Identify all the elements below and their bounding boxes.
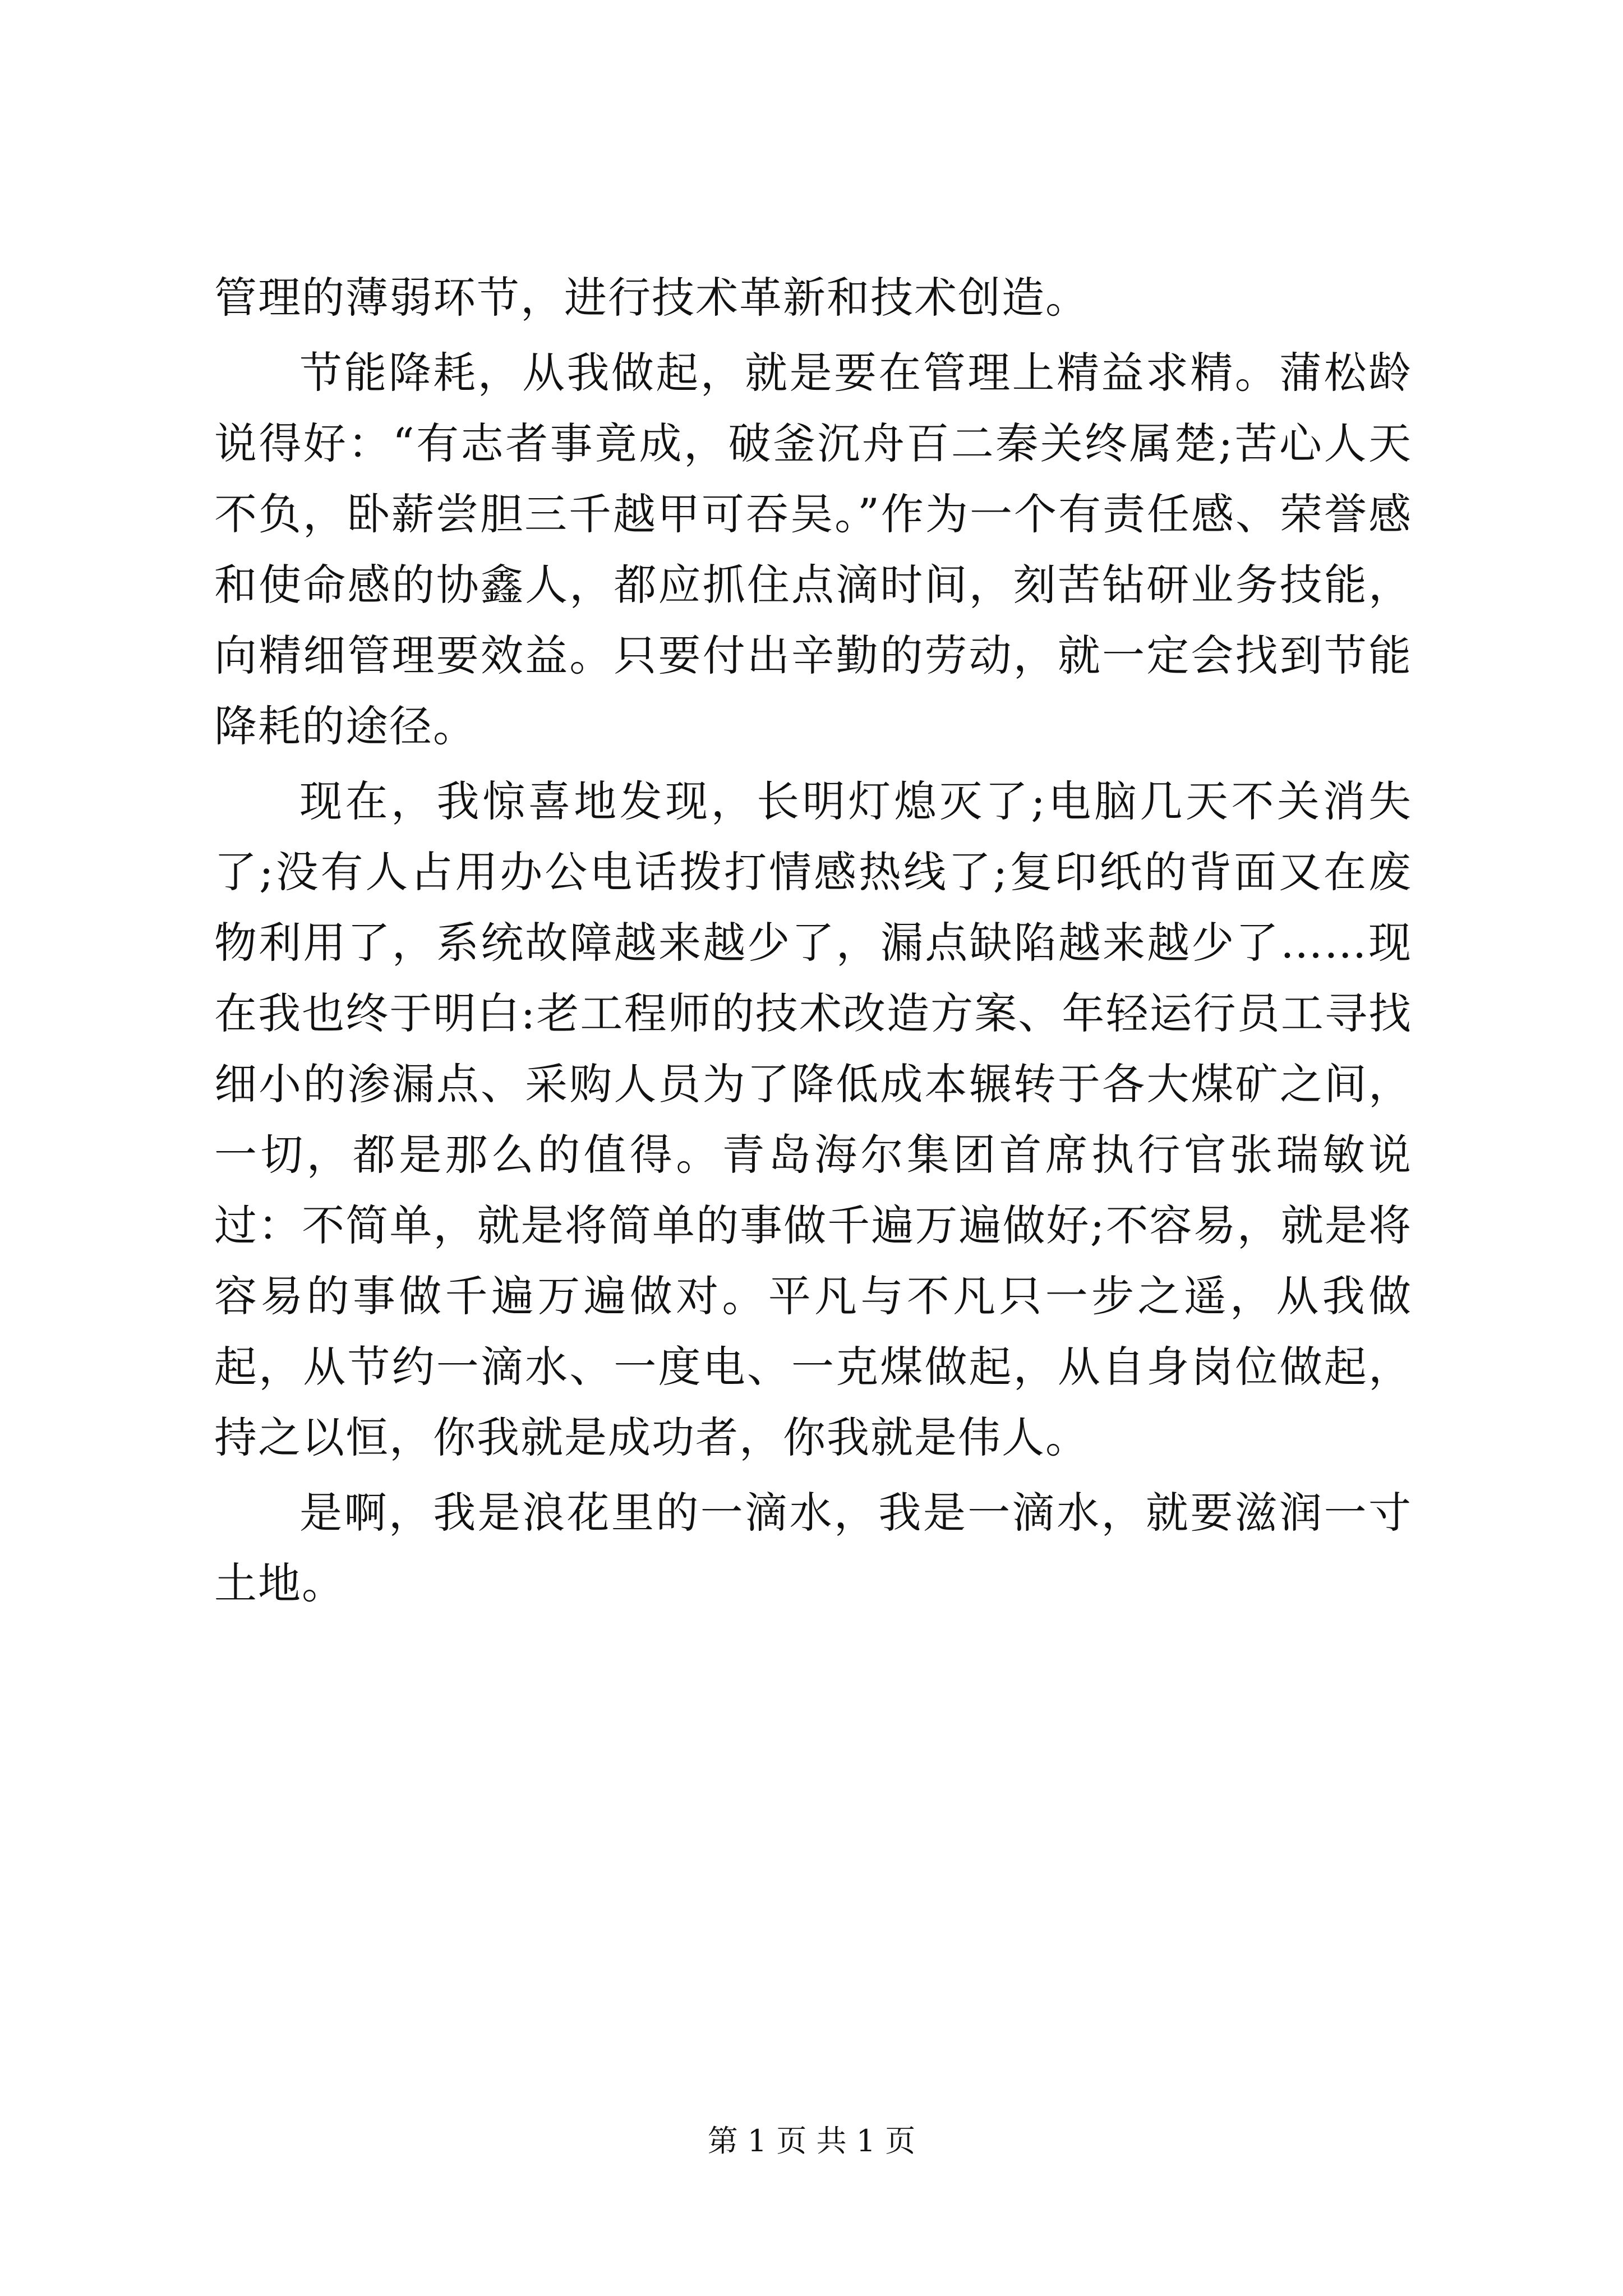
paragraph-conclusion: 是啊，我是浪花里的一滴水，我是一滴水，就要滋润一寸土地。 (214, 1488, 1412, 1608)
paragraph-continuation: 管理的薄弱环节，进行技术革新和技术创造。 (214, 273, 1089, 323)
paragraph-discovery: 现在，我惊喜地发现，长明灯熄灭了;电脑几天不关消失了;没有人占用办公电话拨打情感热线了;复印纸的背面又在废物利用了，系统故障越来越少了，漏点缺陷越来越少了……现在我也终于明白:老工程师的技术改造方案、年轻运行员工寻找细小的渗漏点、采购人员为了降低成本辗转于各大煤矿之间，一切，都是那么的值得。青岛海尔集团首席执行官张瑞敏说过：不简单，就是将简单的事做千遍万遍做好;不容易，就是将容易的事做千遍万遍做对。平凡与不凡只一步之遥，从我做起，从节约一滴水、一度电、一克煤做起，从自身岗位做起，持之以恒，你我就是成功者，你我就是伟人。 (214, 776, 1412, 1462)
page-footer: 第 1 页 共 1 页 (707, 2123, 916, 2159)
paragraph-energy-saving: 节能降耗，从我做起，就是要在管理上精益求精。蒲松龄说得好：“有志者事竟成，破釜沉舟百二秦关终属楚;苦心人天不负，卧薪尝胆三千越甲可吞吴。”作为一个有责任感、荣誉感和使命感的协鑫人，都应抓住点滴时间，刻苦钻研业务技能，向精细管理要效益。只要付出辛勤的劳动，就一定会找到节能降耗的途径。 (214, 348, 1412, 751)
document-body (214, 263, 1412, 1623)
